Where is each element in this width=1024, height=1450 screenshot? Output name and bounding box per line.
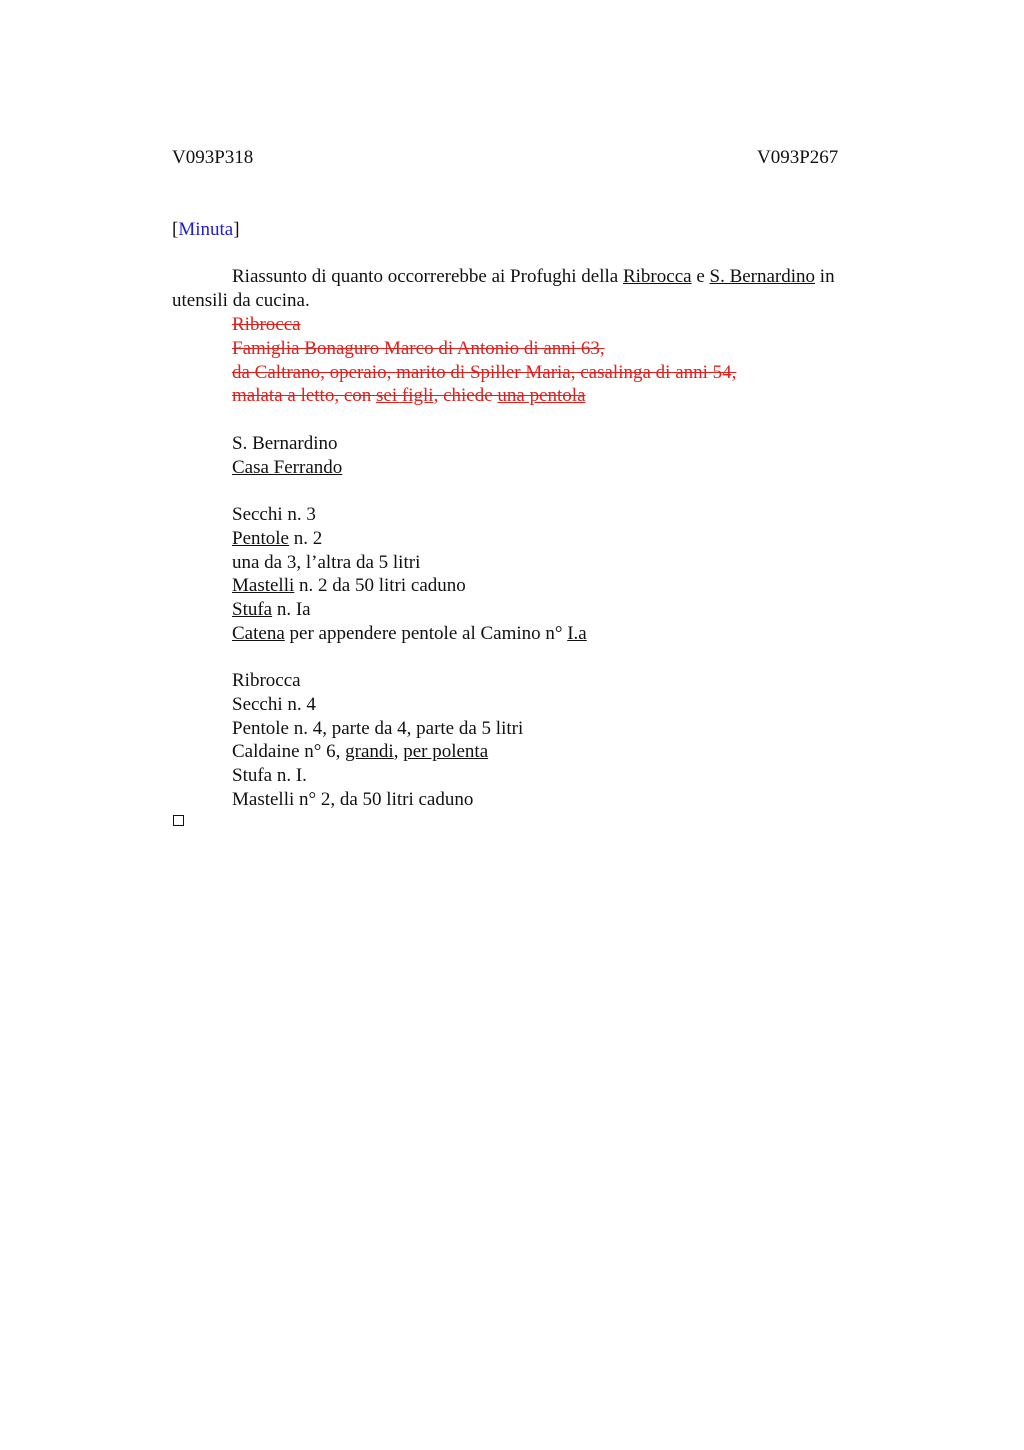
list-item: Stufa n. I.: [232, 765, 307, 787]
deleted-line-4: malata a letto, con sei figli, chiede una pentola: [232, 385, 586, 407]
minuta-link[interactable]: Minuta: [178, 219, 234, 240]
list-item: Mastelli n. 2 da 50 litri caduno: [232, 575, 466, 597]
deleted-line-3: da Caltrano, operaio, marito di Spiller Maria, casalinga di anni 54,: [232, 361, 737, 383]
list-item: una da 3, l’altra da 5 litri: [232, 551, 421, 573]
header-left-code: V093P318: [172, 147, 254, 168]
bracket-close: ]: [233, 219, 240, 240]
list-item: Pentole n. 4, parte da 4, parte da 5 litri: [232, 717, 524, 739]
list-item: Secchi n. 4: [232, 693, 316, 715]
list-item: Catena per appendere pentole al Camino n° I.a: [232, 622, 587, 644]
deleted-line-1: Ribrocca: [232, 314, 301, 335]
list-item: Secchi n. 3: [232, 504, 316, 525]
bernardino-house: Casa Ferrando: [232, 456, 343, 478]
minuta-note: [172, 219, 240, 241]
intro-line-1: Riassunto di quanto occorrerebbe ai Profughi della Ribrocca e S. Bernardino in: [232, 266, 835, 287]
list-item: Caldaine n° 6, grandi, per polenta: [232, 741, 489, 763]
end-marker-box-icon: [173, 815, 184, 826]
bracket-open: [: [172, 219, 179, 240]
header-right-code: V093P267: [757, 147, 839, 168]
place-s-bernardino: S. Bernardino: [709, 266, 816, 287]
bernardino-list: [232, 503, 587, 646]
deleted-block: [232, 313, 736, 408]
deleted-line-2: Famiglia Bonaguro Marco di Antonio di anni 63,: [232, 337, 605, 359]
list-item: Stufa n. Ia: [232, 599, 311, 621]
intro-line-2: utensili da cucina.: [172, 290, 310, 311]
list-item: Mastelli n° 2, da 50 litri caduno: [232, 788, 474, 810]
intro-paragraph: [172, 265, 892, 313]
bernardino-title: S. Bernardino: [232, 433, 338, 454]
ribrocca-list: [232, 669, 523, 812]
bernardino-heading-block: [232, 432, 342, 480]
place-ribrocca: Ribrocca: [622, 266, 692, 287]
ribrocca-title: Ribrocca: [232, 670, 301, 691]
list-item: Pentole n. 2: [232, 527, 323, 549]
